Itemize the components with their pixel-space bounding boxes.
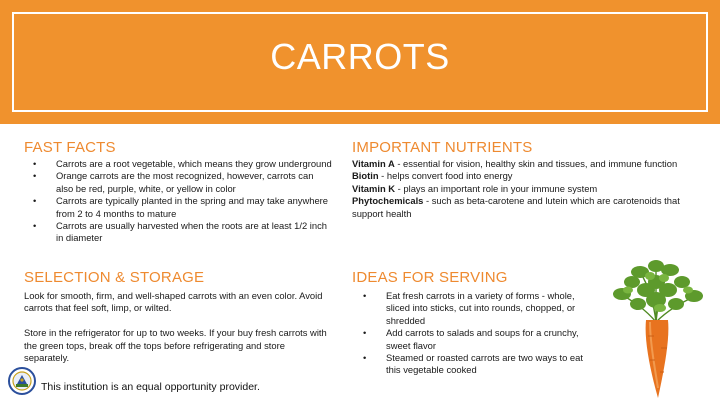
list-item [352, 195, 697, 220]
nutrient-desc: - essential for vision, healthy skin and tissues, and immune function [394, 158, 678, 169]
storage-paragraph: Store in the refrigerator for up to two weeks. If your buy fresh carrots with the green tops, break off the tops before refrigerating and store separately. [24, 327, 327, 364]
serving-heading: IDEAS FOR SERVING [352, 269, 508, 286]
title-banner [0, 0, 720, 124]
nutrient-name: Vitamin K [352, 182, 396, 194]
list-item: • Carrots are typically planted in the spring and may take anywhere from 2 to 4 months to mature [22, 195, 332, 220]
nutrient-name: Phytochemicals [352, 195, 424, 207]
nutrient-desc: - such as beta-carotene and lutein which are carotenoids that support health [352, 195, 680, 219]
list-item: • Carrots are usually harvested when the roots are at least 1/2 inch in diameter [22, 220, 332, 245]
selection-paragraph: Look for smooth, firm, and well-shaped carrots with an even color. Avoid carrots that feel soft, limp, or wilted. [24, 290, 323, 314]
carrot-image [610, 260, 704, 400]
nutrient-desc: - helps convert food into energy [378, 170, 513, 182]
list-item [352, 158, 697, 170]
fast-facts-heading: FAST FACTS [24, 139, 116, 156]
list-item: • Orange carrots are the most recognized, however, carrots can also be red, purple, white, or yellow in color [22, 170, 332, 195]
list-item: • Eat fresh carrots in a variety of forms - whole, sliced into sticks, cut into rounds, chopped, or shredded [352, 290, 592, 327]
list-item [352, 183, 697, 195]
selection-heading: SELECTION & STORAGE [24, 269, 205, 286]
nutrients-list [352, 158, 697, 220]
list-item: • Carrots are a root vegetable, which means they grow underground [22, 158, 332, 170]
selection-text [24, 290, 329, 364]
page-title: CARROTS [270, 36, 450, 77]
footer-statement: This institution is an equal opportunity provider. [41, 381, 260, 393]
state-seal-icon [8, 367, 36, 395]
list-item [352, 170, 697, 182]
nutrient-name: Biotin [352, 170, 379, 182]
nutrients-heading: IMPORTANT NUTRIENTS [352, 139, 533, 156]
fast-facts-list [22, 158, 332, 245]
list-item: • Steamed or roasted carrots are two ways to eat this vegetable cooked [352, 352, 592, 377]
list-item: • Add carrots to salads and soups for a crunchy, sweet flavor [352, 327, 592, 352]
nutrient-name: Vitamin A [352, 158, 395, 169]
nutrient-desc: - plays an important role in your immune system [395, 182, 598, 194]
serving-list [352, 290, 592, 377]
